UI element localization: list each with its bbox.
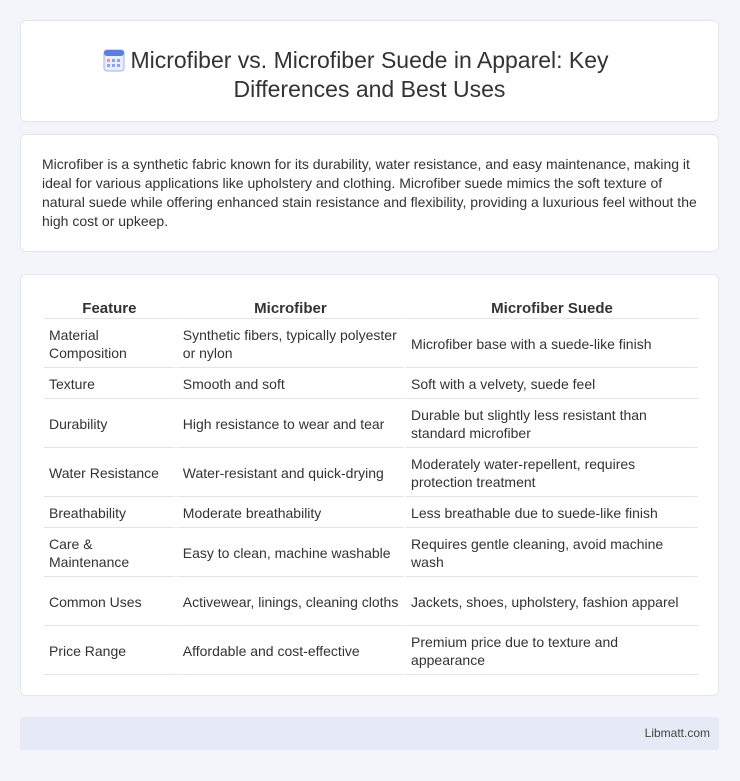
microfiber-suede-cell: Durable but slightly less resistant than standard microfiber <box>406 401 698 448</box>
feature-cell: Breathability <box>44 499 175 528</box>
page-title <box>21 46 718 104</box>
header-microfiber: Microfiber <box>177 297 404 319</box>
feature-cell: Texture <box>44 370 175 399</box>
microfiber-suede-cell: Premium price due to texture and appearance <box>406 628 698 675</box>
feature-cell: Price Range <box>44 628 175 675</box>
microfiber-suede-cell: Moderately water-repellent, requires protection treatment <box>406 450 698 497</box>
microfiber-cell: High resistance to wear and tear <box>177 401 404 448</box>
comparison-table <box>42 295 700 677</box>
footer-bar <box>20 717 719 750</box>
header-feature: Feature <box>44 297 175 319</box>
microfiber-cell: Smooth and soft <box>177 370 404 399</box>
microfiber-suede-cell: Requires gentle cleaning, avoid machine wash <box>406 530 698 577</box>
intro-card <box>20 134 719 252</box>
microfiber-cell: Synthetic fibers, typically polyester or nylon <box>177 321 404 368</box>
comparison-card <box>20 274 719 696</box>
feature-cell: Material Composition <box>44 321 175 368</box>
title-card <box>20 20 719 122</box>
microfiber-cell: Easy to clean, machine washable <box>177 530 404 577</box>
footer-brand-link[interactable]: Libmatt.com <box>644 726 710 740</box>
microfiber-cell: Water-resistant and quick-drying <box>177 450 404 497</box>
microfiber-cell: Moderate breathability <box>177 499 404 528</box>
page-title-line-2: Differences and Best Uses <box>233 76 506 102</box>
feature-cell: Durability <box>44 401 175 448</box>
page-title-line-1: Microfiber vs. Microfiber Suede in Apparel: Key <box>130 47 609 73</box>
table-row <box>44 499 698 528</box>
table-row <box>44 530 698 577</box>
table-row <box>44 579 698 626</box>
feature-cell: Care & Maintenance <box>44 530 175 577</box>
table-row <box>44 370 698 399</box>
table-row <box>44 321 698 368</box>
microfiber-suede-cell: Soft with a velvety, suede feel <box>406 370 698 399</box>
microfiber-suede-cell: Less breathable due to suede-like finish <box>406 499 698 528</box>
table-row <box>44 628 698 675</box>
table-header-row <box>44 297 698 319</box>
microfiber-cell: Activewear, linings, cleaning cloths <box>177 579 404 626</box>
feature-cell: Common Uses <box>44 579 175 626</box>
table-row <box>44 450 698 497</box>
table-row <box>44 401 698 448</box>
header-microfiber-suede: Microfiber Suede <box>406 297 698 319</box>
intro-paragraph: Microfiber is a synthetic fabric known for its durability, water resistance, and easy maintenance, making it ideal for various applications like upholstery and clothing. Microfiber suede mimics the soft texture of natural suede while offering enhanced stain resistance and flexibility, providing a luxurious feel without the high cost or upkeep. <box>42 156 697 229</box>
microfiber-suede-cell: Jackets, shoes, upholstery, fashion apparel <box>406 579 698 626</box>
feature-cell: Water Resistance <box>44 450 175 497</box>
microfiber-cell: Affordable and cost-effective <box>177 628 404 675</box>
microfiber-suede-cell: Microfiber base with a suede-like finish <box>406 321 698 368</box>
